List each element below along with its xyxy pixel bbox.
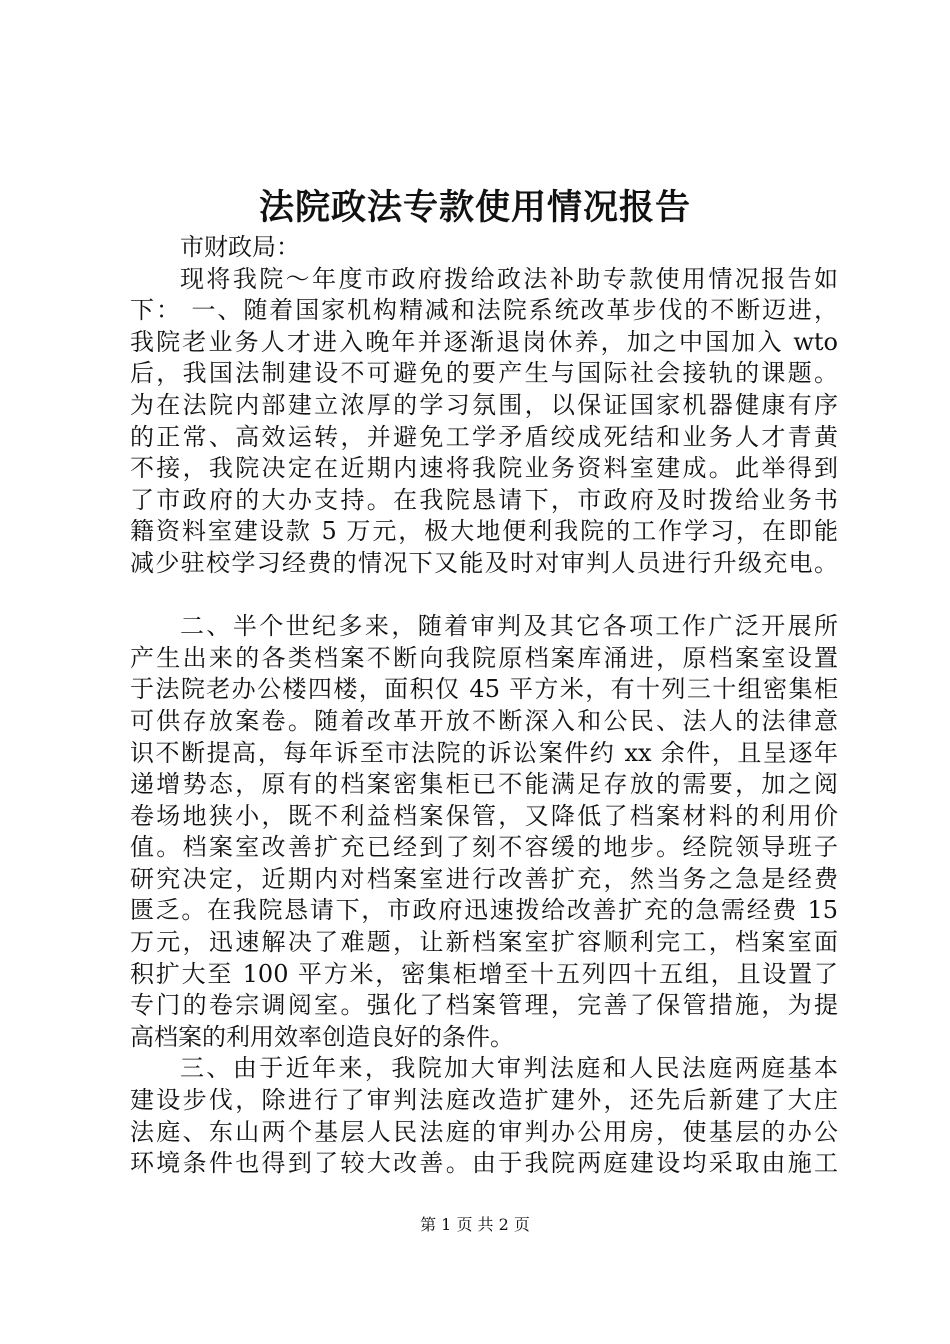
body-text-line: 卷场地狭小，既不利益档案保管，又降低了档案材料的利用价 [130,801,838,830]
body-text-line: 市财政局： [180,233,300,261]
body-text-line: 可供存放案卷。随着改革开放不断深入和公民、法人的法律意 [130,706,838,735]
body-text-line: 下： 一、随着国家机构精减和法院系统改革步伐的不断迈进， [130,296,838,325]
body-text-line: 了市政府的大办支持。在我院恳请下，市政府及时拨给业务书 [130,485,838,514]
document-title: 法院政法专款使用情况报告 [258,187,691,228]
body-text-line: 减少驻校学习经费的情况下又能及时对审判人员进行升级充电。 [130,548,838,577]
body-text-line: 二、半个世纪多来，随着审判及其它各项工作广泛开展所 [180,612,838,641]
body-text-line: 不接，我院决定在近期内速将我院业务资料室建成。此举得到 [130,454,838,483]
body-text-line: 高档案的利用效率创造良好的条件。 [130,1022,514,1051]
body-text-line: 现将我院～年度市政府拨给政法补助专款使用情况报告如 [180,264,838,293]
body-text-line: 递增势态，原有的档案密集柜已不能满足存放的需要，加之阅 [130,770,838,799]
body-text-line: 建设步伐，除进行了审判法庭改造扩建外，还先后新建了大庄 [130,1086,838,1115]
page-footer: 第 1 页 共 2 页 [420,1215,530,1234]
body-text-line: 法庭、东山两个基层人民法庭的审判办公用房，使基层的办公 [130,1117,838,1146]
body-text-line: 后，我国法制建设不可避免的要产生与国际社会接轨的课题。 [130,359,838,388]
body-text-line: 匮乏。在我院恳请下，市政府迅速拨给改善扩充的急需经费 15 [130,896,838,925]
document-body [130,232,838,1180]
body-text-line: 我院老业务人才进入晚年并逐渐退岗休养，加之中国加入 wto [130,327,838,356]
body-text-line: 环境条件也得到了较大改善。由于我院两庭建设均采取由施工 [130,1149,838,1178]
body-text-line: 研究决定，近期内对档案室进行改善扩充，然当务之急是经费 [130,864,838,893]
body-text-line: 积扩大至 100 平方米，密集柜增至十五列四十五组，且设置了 [130,959,838,988]
body-text-line: 三、由于近年来，我院加大审判法庭和人民法庭两庭基本 [180,1054,838,1083]
body-text-line: 值。档案室改善扩充已经到了刻不容缓的地步。经院领导班子 [130,833,838,862]
body-text-line: 识不断提高，每年诉至市法院的诉讼案件约 xx 余件，且呈逐年 [130,738,838,767]
body-text-line: 为在法院内部建立浓厚的学习氛围，以保证国家机器健康有序 [130,390,838,419]
body-text-line: 专门的卷宗调阅室。强化了档案管理，完善了保管措施，为提 [130,991,838,1020]
body-text-line: 籍资料室建设款 5 万元，极大地便利我院的工作学习，在即能 [130,517,838,546]
body-text-line: 万元，迅速解决了难题，让新档案室扩容顺利完工，档案室面 [130,928,838,957]
body-text-line: 于法院老办公楼四楼，面积仅 45 平方米，有十列三十组密集柜 [130,675,838,704]
paragraph-gap [130,580,838,612]
body-text-line: 的正常、高效运转，并避免工学矛盾绞成死结和业务人才青黄 [130,422,838,451]
body-text-line: 产生出来的各类档案不断向我院原档案库涌进，原档案室设置 [130,643,838,672]
